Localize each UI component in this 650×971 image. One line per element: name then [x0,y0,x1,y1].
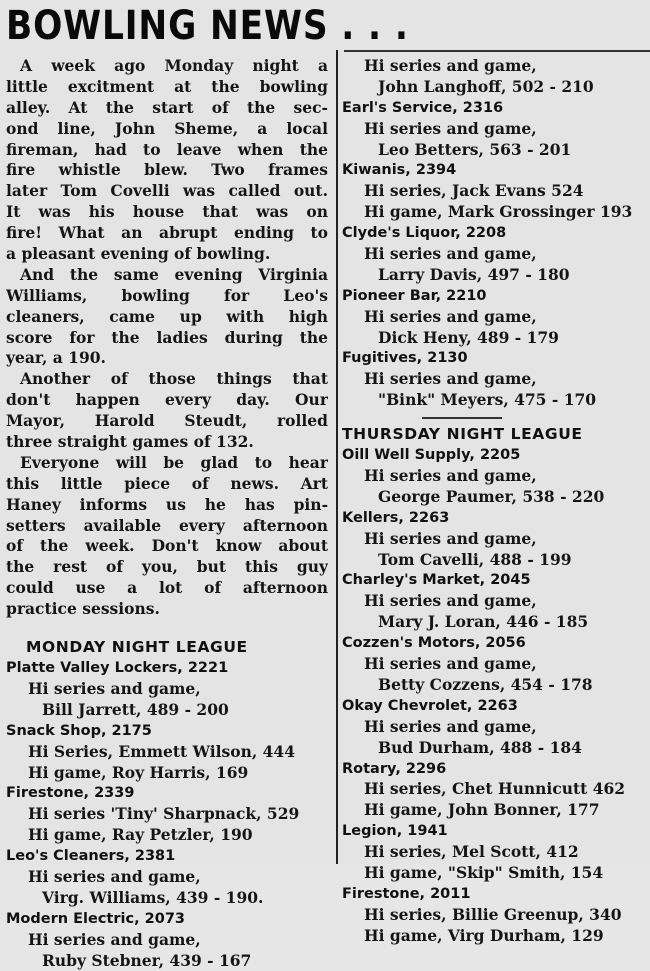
stat-line: Hi Series, Emmett Wilson, 444 [28,741,296,761]
stat-line: John Langhoff, 502 - 210 [378,76,594,96]
article-line: Everyone will be glad to hear [20,452,328,472]
stat-line: Hi series and game, [364,654,537,674]
stat-line: Hi game, John Bonner, 177 [364,800,600,820]
stat-line: Hi series and game, [28,678,201,698]
stat-line: Hi series and game, [364,244,537,264]
stat-line: Hi series and game, [364,716,537,736]
article-line: fire whistle blew. Two frames [6,160,328,180]
team-name: Leo's Cleaners, 2381 [6,848,176,865]
team-name: Earl's Service, 2316 [342,99,504,116]
stat-line: Hi game, "Skip" Smith, 154 [364,862,604,882]
article-line: practice sessions. [6,599,160,619]
stat-line: Leo Betters, 563 - 201 [378,139,572,159]
thursday-league-heading: THURSDAY NIGHT LEAGUE [342,425,583,444]
team-name: Firestone, 2011 [342,885,471,902]
article-line: this little piece of news. Art [6,473,328,493]
article-line: three straight games of 132. [6,432,254,452]
team-name: Snack Shop, 2175 [6,722,152,739]
thursday-league-results [342,445,650,946]
stat-line: Hi series and game, [364,369,537,389]
team-name: Okay Chevrolet, 2263 [342,697,518,714]
stat-line: Hi game, Virg Durham, 129 [364,925,604,945]
monday-league-results [6,658,328,971]
monday-league-results-continued [342,56,650,411]
stat-line: Hi series, Jack Evans 524 [364,181,584,201]
stat-line: Tom Cavelli, 488 - 199 [378,549,572,569]
team-name: Modern Electric, 2073 [6,910,185,927]
article-line: Williams, bowling for Leo's [6,285,328,305]
team-name: Clyde's Liquor, 2208 [342,225,507,242]
article-paragraph [6,453,328,620]
stat-line: Hi series and game, [364,56,537,75]
stat-line: Virg. Williams, 439 - 190. [42,887,264,907]
team-name: Charley's Market, 2045 [342,572,531,589]
article-line: A week ago Monday night a [20,56,328,75]
stat-line: Ruby Stebner, 439 - 167 [42,950,252,970]
stat-line: Hi series, Billie Greenup, 340 [364,904,622,924]
stat-line: Betty Cozzens, 454 - 178 [378,674,593,694]
article-line: could use a lot of afternoon [6,578,328,598]
stat-line: Mary J. Loran, 446 - 185 [378,612,589,632]
left-column [6,56,328,971]
article-line: little excitment at the bowling [6,76,328,96]
article-line: later Tom Covelli was called out. [6,181,328,201]
article-line: fireman, had to leave when the [6,139,328,159]
article-line: alley. At the start of the sec- [6,97,328,117]
headline: BOWLING NEWS . . . [6,3,409,49]
article-line: ond line, John Sheme, a local [6,118,328,138]
team-name: Pioneer Bar, 2210 [342,287,487,304]
monday-league-heading: MONDAY NIGHT LEAGUE [26,638,248,657]
stat-line: "Bink" Meyers, 475 - 170 [378,390,597,410]
stat-line: Hi game, Mark Grossinger 193 [364,202,633,222]
article-paragraph [6,56,328,265]
article-line: Mayor, Harold Steudt, rolled [6,411,328,431]
stat-line: Hi series and game, [28,866,201,886]
article-line: don't happen every day. Our [6,390,328,410]
team-name: Oill Well Supply, 2205 [342,447,521,464]
article-line: Another of those things that [20,369,328,389]
article-line: And the same evening Virginia [20,264,328,284]
article-paragraph [6,369,328,453]
team-name: Firestone, 2339 [6,785,135,802]
team-name: Kiwanis, 2394 [342,162,457,179]
stat-line: Hi series and game, [28,929,201,949]
stat-line: Hi series and game, [364,306,537,326]
article-paragraph [6,265,328,369]
team-name: Rotary, 2296 [342,760,447,777]
article-line: fire! What an abrupt ending to [6,223,328,243]
stat-line: Bill Jarrett, 489 - 200 [42,699,229,719]
stat-line: Hi game, Ray Petzler, 190 [28,825,253,845]
team-name: Legion, 1941 [342,823,448,840]
stat-line: Hi series and game, [364,466,537,486]
team-name: Cozzen's Motors, 2056 [342,635,526,652]
stat-line: Hi game, Roy Harris, 169 [28,762,249,782]
article-line: setters available every afternoon [6,515,328,535]
article-line: It was his house that was on [6,202,328,222]
stat-line: Hi series and game, [364,118,537,138]
article-line: of the week. Don't know about [6,536,328,556]
stat-line: Dick Heny, 489 - 179 [378,327,559,347]
article-line: the rest of you, but this guy [6,557,328,577]
article-line: score for the ladies during the [6,327,328,347]
team-name: Platte Valley Lockers, 2221 [6,660,229,677]
stat-line: Hi series and game, [364,528,537,548]
stat-line: Hi series, Chet Hunnicutt 462 [364,779,626,799]
top-rule [344,50,650,52]
stat-line: Hi series 'Tiny' Sharpnack, 529 [28,804,300,824]
team-name: Fugitives, 2130 [342,350,468,367]
article-line: cleaners, came up with high [6,306,328,326]
article-line: year, a 190. [6,348,106,368]
column-divider [336,50,338,864]
article-line: Haney informs us he has pin- [6,494,328,514]
article-line: a pleasant evening of bowling. [6,244,271,264]
section-rule [422,417,502,419]
stat-line: Hi series, Mel Scott, 412 [364,842,579,862]
stat-line: Larry Davis, 497 - 180 [378,264,570,284]
team-name: Kellers, 2263 [342,509,450,526]
stat-line: Hi series and game, [364,591,537,611]
article-body [6,56,328,620]
stat-line: Bud Durham, 488 - 184 [378,737,582,757]
stat-line: George Paumer, 538 - 220 [378,486,605,506]
right-column [342,56,650,947]
